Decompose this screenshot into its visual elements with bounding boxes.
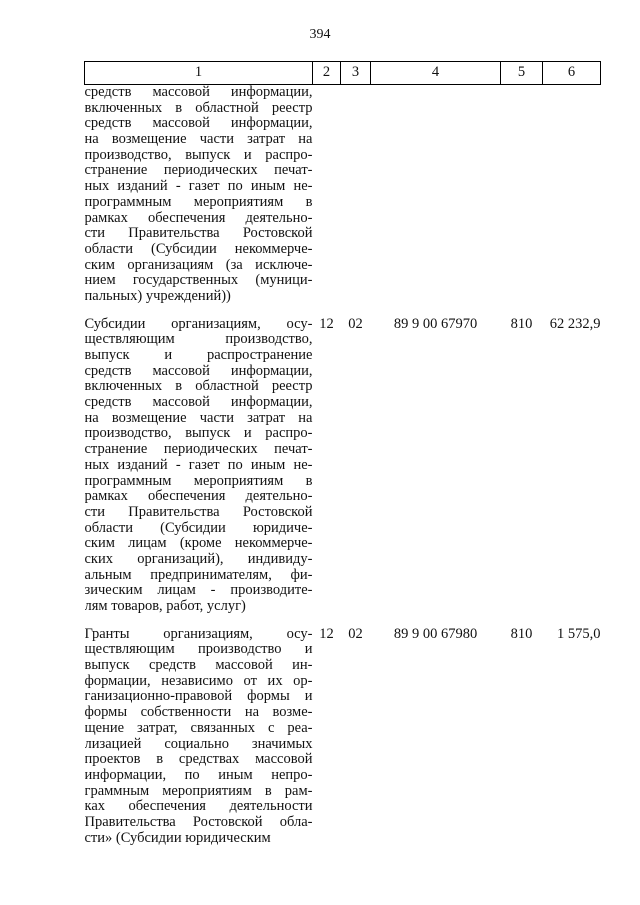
- amount: 62 232,9: [549, 315, 601, 332]
- page-number: 394: [309, 27, 331, 42]
- budget-table: [84, 61, 601, 846]
- description-line: программным мероприятиям в: [84, 473, 313, 489]
- description-line: выпуск и распространение: [84, 348, 313, 363]
- row-spacer: [85, 305, 601, 317]
- description-line: ских организаций), индивиду-: [84, 551, 313, 567]
- description-line: щение затрат, связанных с реа-: [84, 720, 313, 736]
- description-line: ных изданий - газет по иным не-: [84, 457, 313, 473]
- target-article-code: 89 9 00 67970: [393, 315, 478, 332]
- description-line: производство, выпуск и распро-: [84, 426, 313, 442]
- description-line: зическим лицам - производите-: [84, 583, 313, 599]
- description-line: программным мероприятиям в: [84, 194, 313, 210]
- description-line: ским организациям (за исключе-: [84, 257, 313, 273]
- description-line: средств массовой информации,: [84, 116, 313, 132]
- description-line: Гранты организациям, осу-: [84, 626, 313, 642]
- description-line: средств массовой информации,: [84, 363, 313, 379]
- description-line: Правительства Ростовской обла-: [84, 814, 313, 830]
- description-line: включенных в областной реестр: [84, 379, 313, 395]
- description-line: проектов в средствах массовой: [84, 752, 313, 768]
- description-line: лям товаров, работ, услуг): [84, 599, 246, 614]
- description-line: сти Правительства Ростовской: [84, 504, 313, 520]
- description-line: граммным мероприятиям в рам-: [84, 783, 313, 799]
- table-row: [85, 85, 601, 305]
- description-line: формации, независимо от их ор-: [84, 673, 313, 689]
- description-line: странение периодических печат-: [84, 442, 313, 458]
- expense-type-code: 810: [510, 625, 533, 642]
- row-description: [85, 317, 313, 615]
- description-line: странение периодических печат-: [84, 163, 313, 179]
- expense-type-code: 810: [510, 315, 533, 332]
- description-line: ганизационно-правовой формы и: [84, 689, 313, 705]
- section-code: [313, 85, 341, 305]
- header-col-5: 5: [501, 62, 543, 85]
- header-col-3: 3: [341, 62, 371, 85]
- description-line: альным предпринимателям, фи-: [84, 567, 313, 583]
- description-line: лизацией социально значимых: [84, 736, 313, 752]
- table-header-row: [85, 62, 601, 85]
- target-article-code: 89 9 00 67980: [393, 625, 478, 642]
- description-line: выпуск средств массовой ин-: [84, 658, 313, 674]
- expense-type-code: [501, 85, 543, 305]
- description-line: нием государственных (муници-: [84, 273, 313, 289]
- subsection-code: 02: [348, 315, 363, 332]
- section-code: 12: [319, 315, 334, 332]
- table-body: [85, 85, 601, 847]
- section-code: 12: [319, 625, 334, 642]
- description-line: включенных в областной реестр: [84, 100, 313, 116]
- description-line: средств массовой информации,: [84, 85, 313, 100]
- description-line: ским лицам (кроме некоммерче-: [84, 536, 313, 552]
- table-row: [85, 627, 601, 847]
- header-col-4: 4: [371, 62, 501, 85]
- description-line: ществляющим производство,: [84, 332, 313, 348]
- description-line: формы собственности на возме-: [84, 705, 313, 721]
- row-description: [85, 627, 313, 847]
- description-line: пальных) учреждений)): [84, 288, 231, 304]
- description-line: рамках обеспечения деятельно-: [84, 210, 313, 226]
- description-line: средств массовой информации,: [84, 395, 313, 411]
- header-col-6: 6: [543, 62, 601, 85]
- description-line: сти» (Субсидии юридическим: [84, 830, 271, 846]
- description-line: ных изданий - газет по иным не-: [84, 179, 313, 195]
- row-description: [85, 85, 313, 305]
- description-line: на возмещение части затрат на: [84, 132, 313, 148]
- amount: 1 575,0: [557, 625, 601, 642]
- description-line: Субсидии организациям, осу-: [84, 316, 313, 332]
- description-line: ках обеспечения деятельности: [84, 799, 313, 815]
- subsection-code: 02: [348, 625, 363, 642]
- amount: [543, 85, 601, 305]
- description-line: области (Субсидии юридиче-: [84, 520, 313, 536]
- description-line: области (Субсидии некоммерче-: [84, 241, 313, 257]
- table-row: [85, 317, 601, 615]
- description-line: информации, по иным непро-: [84, 767, 313, 783]
- row-spacer: [85, 615, 601, 627]
- description-line: рамках обеспечения деятельно-: [84, 489, 313, 505]
- target-article-code: [371, 85, 501, 305]
- header-col-1: 1: [85, 62, 313, 85]
- description-line: ществляющим производство и: [84, 642, 313, 658]
- description-line: на возмещение части затрат на: [84, 410, 313, 426]
- description-line: сти Правительства Ростовской: [84, 226, 313, 242]
- description-line: производство, выпуск и распро-: [84, 147, 313, 163]
- header-col-2: 2: [313, 62, 341, 85]
- subsection-code: [341, 85, 371, 305]
